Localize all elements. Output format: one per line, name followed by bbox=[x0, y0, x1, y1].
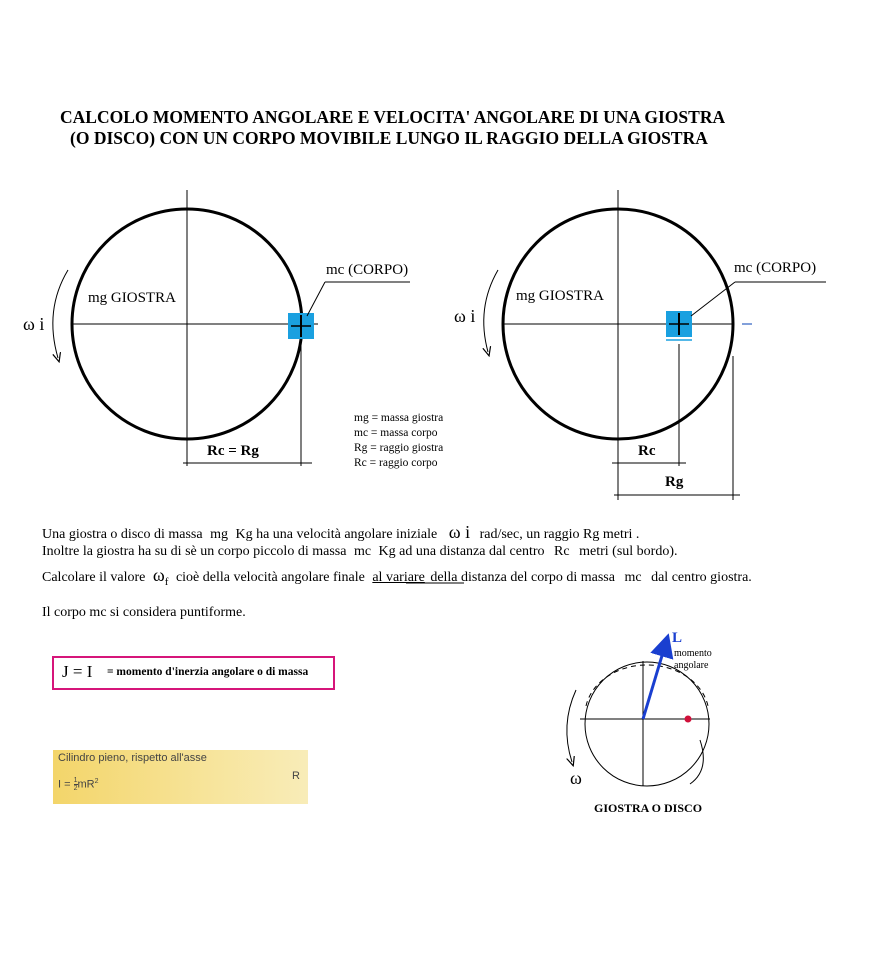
cylinder-r-label: R bbox=[292, 770, 300, 782]
angular-momentum-vector bbox=[643, 639, 667, 719]
left-corpo-label: mc (CORPO) bbox=[326, 262, 409, 278]
small-angolare-label: angolare bbox=[674, 660, 709, 671]
formula-text: = momento d'inerzia angolare o di massa bbox=[107, 666, 309, 678]
left-giostra-label: mg GIOSTRA bbox=[88, 290, 176, 306]
small-momento-label: momento bbox=[674, 648, 712, 659]
cylinder-card bbox=[53, 750, 308, 804]
left-rotation-arrow bbox=[53, 270, 68, 358]
cylinder-caption: Cilindro pieno, rispetto all'asse bbox=[58, 752, 207, 764]
legend-rg: Rg = raggio giostra bbox=[354, 442, 444, 454]
page-title-line2: (O DISCO) CON UN CORPO MOVIBILE LUNGO IL RAGGIO DELLA GIOSTRA bbox=[70, 128, 708, 148]
left-corpo-leader bbox=[307, 282, 325, 316]
small-disc-rim-arc bbox=[690, 740, 703, 784]
legend-mc: mc = massa corpo bbox=[354, 427, 438, 439]
small-L-label: L bbox=[672, 630, 683, 646]
small-disc-circle-solid bbox=[585, 662, 709, 786]
right-rc-label: Rc bbox=[638, 443, 656, 459]
right-omega-label: ω i bbox=[454, 306, 476, 326]
left-omega-label: ω i bbox=[23, 314, 45, 334]
legend-rc: Rc = raggio corpo bbox=[354, 457, 438, 469]
legend-mg: mg = massa giostra bbox=[354, 412, 444, 424]
cylinder-formula: I = $\frac{1}{2}$ $mR^2$ bbox=[58, 777, 99, 792]
page-title-line1: CALCOLO MOMENTO ANGOLARE E VELOCITA' ANGOLARE DI UNA GIOSTRA bbox=[60, 107, 726, 127]
small-body-dot bbox=[685, 716, 692, 723]
right-corpo-label: mc (CORPO) bbox=[734, 260, 817, 276]
small-diagram-caption: GIOSTRA O DISCO bbox=[594, 801, 703, 815]
paragraph-line4: Il corpo mc si considera puntiforme. bbox=[42, 605, 246, 620]
formula-symbol: J = I bbox=[62, 662, 93, 681]
left-radius-label: Rc = Rg bbox=[207, 443, 259, 459]
small-omega-label: ω bbox=[570, 768, 582, 788]
paragraph-line2: Inoltre la giostra ha su di sè un corpo piccolo di massa mc Kg ad una distanza dal centro Rc metri (sul bordo). bbox=[42, 544, 678, 559]
small-disc-circle-dashed bbox=[586, 665, 708, 706]
small-rotation-arrow bbox=[567, 690, 576, 762]
right-giostra-label: mg GIOSTRA bbox=[516, 288, 604, 304]
right-rotation-arrow bbox=[484, 270, 498, 352]
paragraph-line1: Una giostra o disco di massa mg Kg ha una velocità angolare iniziale ω i rad/sec, un raggio Rg metri . bbox=[42, 522, 640, 542]
right-corpo-leader bbox=[691, 282, 735, 316]
right-rg-label: Rg bbox=[665, 474, 684, 490]
formula-box bbox=[52, 656, 335, 690]
paragraph-line3: Calcolare il valore $\omega_f$ cioè della velocità angolare finale al variare della distanza del corpo di massa mc dal centro giostra. bbox=[42, 565, 752, 588]
